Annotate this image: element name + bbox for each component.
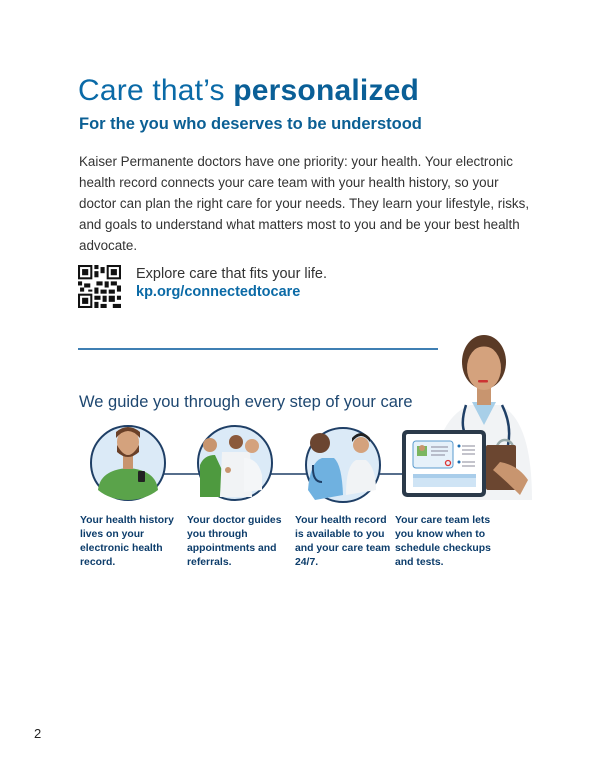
qr-code-icon[interactable] xyxy=(78,265,121,308)
title-bold: personalized xyxy=(233,74,420,107)
intro-section xyxy=(79,151,534,308)
step-1-text: Your health history lives on your electronic health record. xyxy=(80,515,174,568)
step-3-text: Your health record is available to you and your care team 24/7. xyxy=(295,515,391,568)
step-circle-2 xyxy=(198,426,272,500)
tablet-illustration xyxy=(402,430,486,497)
body-paragraph: Kaiser Permanente doctors have one priority: your health. Your electronic health record connects your care team with your health history, so your doctor can plan the right care for your needs. They learn your lifestyle, risks, and goals to understand what matters most to you and be your best health advocate. xyxy=(79,154,530,253)
care-steps-illustration xyxy=(0,330,600,510)
step-circle-1 xyxy=(91,426,165,500)
cta-text-group xyxy=(136,265,327,301)
subtitle: For the you who deserves to be understood xyxy=(79,115,422,133)
step-2-text: Your doctor guides you through appointments and referrals. xyxy=(187,515,282,568)
step-circle-3 xyxy=(306,428,380,502)
cta-row xyxy=(79,265,534,308)
page-number: 2 xyxy=(34,726,42,741)
cta-link[interactable]: kp.org/connectedtocare xyxy=(136,284,301,300)
cta-text: Explore care that fits your life. xyxy=(136,266,327,282)
title-regular: Care that’s xyxy=(78,74,234,107)
page-title xyxy=(78,74,419,108)
guide-heading: We guide you through every step of your care xyxy=(79,393,413,411)
step-4-text: Your care team lets you know when to schedule checkups and tests. xyxy=(395,515,491,568)
